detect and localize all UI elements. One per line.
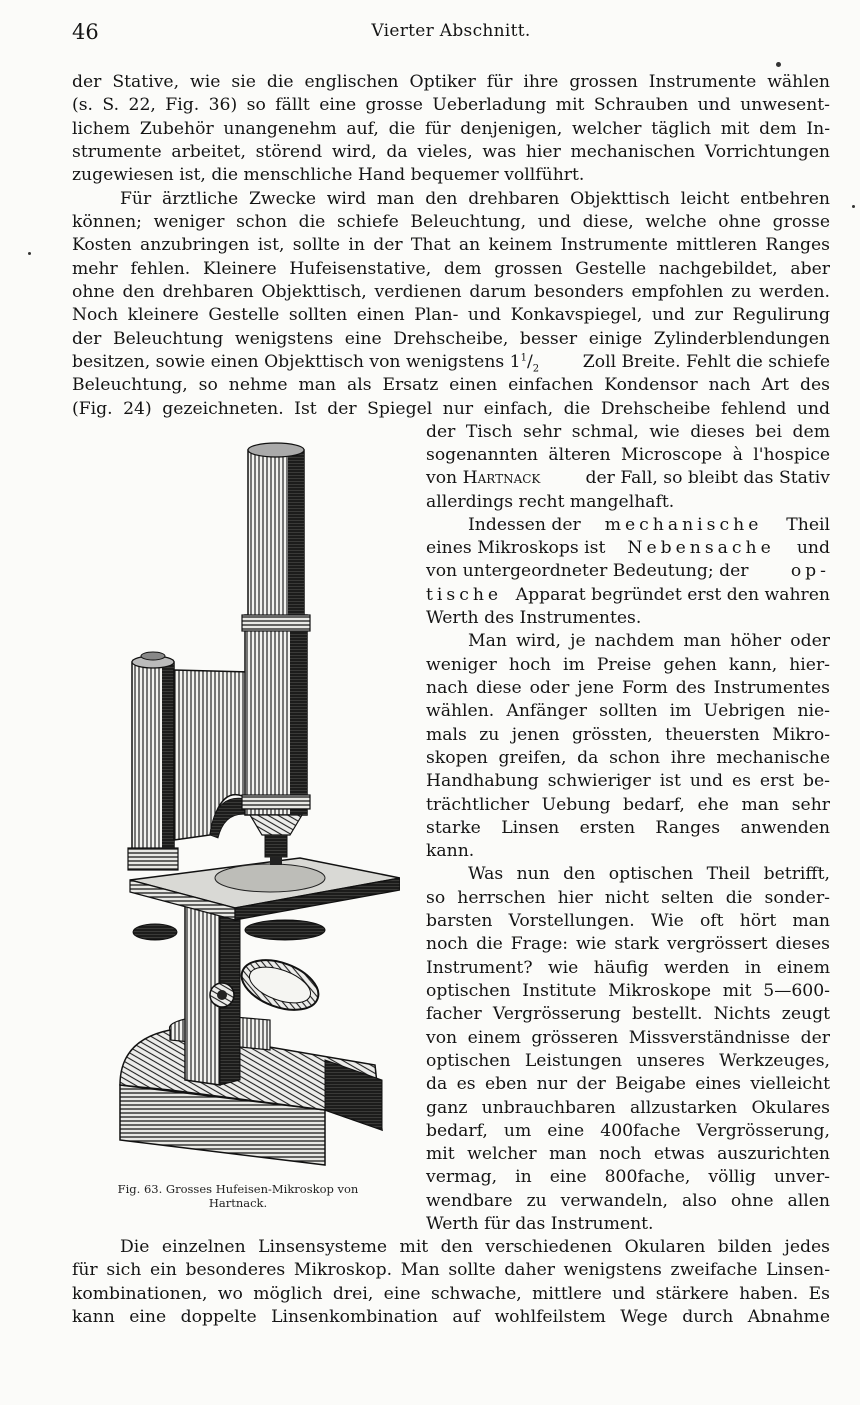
text-line: kann eine doppelte Linsenkombination auf wohlfeilstem Wege durch Abnahme — [72, 1307, 830, 1327]
text-line: kann. — [426, 841, 475, 861]
text-line: Für ärztliche Zwecke wird man den drehbaren Objekttisch leicht entbehren — [120, 189, 830, 209]
text-line: für sich ein besonderes Mikroskop. Man sollte daher wenigstens zweifache Linsen- — [72, 1260, 830, 1280]
text-line: so herrschen hier nicht selten die sonder- — [426, 888, 830, 908]
text-line: skopen greifen, da schon ihre mechanische — [426, 748, 830, 768]
text-line: optischen Institute Mikroskope mit 5—600- — [426, 981, 830, 1001]
text-segment: Apparat begründet erst den wahren — [515, 585, 830, 605]
text-line: weniger hoch im Preise gehen kann, hier- — [426, 655, 830, 675]
text-line: Werth für das Instrument. — [426, 1214, 654, 1234]
text-line: ohne den drehbaren Objekttisch, verdienen darum besonders empfohlen zu werden. — [72, 282, 830, 302]
text-line: da es eben nur der Beigabe eines vielleicht — [426, 1074, 830, 1094]
text-line: Man wird, je nachdem man höher oder — [468, 631, 830, 651]
text-line: Instrument? wie häufig werden in einem — [426, 958, 830, 978]
author-name: Hartnack — [462, 468, 541, 488]
text-line: Beleuchtung, so nehme man als Ersatz einen einfachen Kondensor nach Art des — [72, 375, 830, 395]
text-line: Werth des Instrumentes. — [426, 608, 642, 628]
spaced-word: mechanische — [604, 515, 763, 535]
ink-speck — [776, 62, 781, 67]
text-line: mit welcher man noch etwas auszurichten — [426, 1144, 830, 1164]
spaced-word: Nebensache — [627, 538, 775, 558]
text-line: können; weniger schon die schiefe Beleuchtung, und diese, welche ohne grosse — [72, 212, 830, 232]
fraction-numerator: 1 — [520, 352, 527, 364]
text-line — [426, 584, 830, 607]
text-line: noch die Frage: wie stark vergrössert dieses — [426, 934, 830, 954]
text-segment: Theil — [786, 515, 830, 535]
page-header — [72, 18, 830, 48]
text-segment: der Fall, so bleibt das Stativ — [585, 468, 830, 488]
text-line: kombinationen, wo möglich drei, eine schwache, mittlere und stärkere haben. Es — [72, 1284, 830, 1304]
text-line: trächtlicher Uebung bedarf, ehe man sehr — [426, 795, 830, 815]
microscope-figure — [110, 440, 400, 1170]
running-head: Vierter Abschnitt. — [371, 21, 531, 41]
text-segment: von untergeordneter Bedeutung; der — [426, 561, 749, 581]
text-line — [426, 467, 830, 490]
page-number: 46 — [72, 20, 99, 44]
text-line: Was nun den optischen Theil betrifft, — [468, 864, 830, 884]
text-segment: von — [426, 468, 463, 488]
text-line: mals zu jenen grössten, theuersten Mikro- — [426, 725, 830, 745]
text-line: Kosten anzubringen ist, sollte in der That an keinem Instrumente mittleren Ranges — [72, 235, 830, 255]
microscope-illustration — [110, 440, 400, 1170]
ink-speck — [28, 252, 31, 255]
text-line: wählen. Anfänger sollten im Uebrigen nie- — [426, 701, 830, 721]
ink-speck — [852, 205, 855, 208]
text-segment: und — [796, 538, 830, 558]
caption-line: Fig. 63. Grosses Hufeisen-Mikroskop von — [117, 1182, 359, 1196]
text-line: Handhabung schwieriger ist und es erst be- — [426, 771, 830, 791]
text-line: zugewiesen ist, die menschliche Hand bequemer vollführt. — [72, 165, 585, 185]
text-line: besitzen, sowie einen Objekttisch von wenigstens $1^1/_2$ Zoll Breite. Fehlt die schiefe — [72, 352, 830, 375]
text-line: bedarf, um eine 400fache Vergrösserung, — [426, 1121, 830, 1141]
text-line: barsten Vorstellungen. Wie oft hört man — [426, 911, 830, 931]
spaced-word: op- — [790, 561, 830, 581]
text-line: vermag, in eine 800fache, völlig unver- — [426, 1167, 830, 1187]
text-line: strumente arbeitet, störend wird, da vieles, was hier mechanischen Vorrichtungen — [72, 142, 830, 162]
text-line: der Beleuchtung wenigstens eine Drehscheibe, besser einige Zylinderblendungen — [72, 329, 830, 349]
text-segment: eines Mikroskops ist — [426, 538, 606, 558]
text-line: (s. S. 22, Fig. 36) so fällt eine grosse Ueberladung mit Schrauben und unwesent- — [72, 95, 830, 115]
text-segment: besitzen, sowie einen Objekttisch von wenigstens 1 — [72, 352, 521, 372]
text-line — [468, 514, 830, 537]
caption-line: Hartnack. — [208, 1196, 268, 1210]
text-line: wendbare zu verwandeln, also ohne allen — [426, 1191, 830, 1211]
text-segment: Indessen der — [468, 515, 581, 535]
text-line: der Tisch sehr schmal, wie dieses bei dem — [426, 422, 830, 442]
text-line: allerdings recht mangelhaft. — [426, 492, 675, 512]
text-line: nach diese oder jene Form des Instrumentes — [426, 678, 830, 698]
text-line: (Fig. 24) gezeichneten. Ist der Spiegel nur einfach, die Drehscheibe fehlend und — [72, 399, 830, 419]
text-line: Noch kleinere Gestelle sollten einen Plan- und Konkavspiegel, und zur Regulirung — [72, 305, 830, 325]
text-line: starke Linsen ersten Ranges anwenden — [426, 818, 830, 838]
text-line: Die einzelnen Linsensysteme mit den verschiedenen Okularen bilden jedes — [120, 1237, 830, 1257]
text-segment: Zoll Breite. Fehlt die schiefe — [582, 352, 830, 372]
text-line: facher Vergrösserung bestellt. Nichts zeugt — [426, 1004, 830, 1024]
text-line: mehr fehlen. Kleinere Hufeisenstative, dem grossen Gestelle nachgebildet, aber — [72, 259, 830, 279]
text-line: optischen Leistungen unseres Werkzeuges, — [426, 1051, 830, 1071]
figure-caption — [88, 1182, 388, 1210]
spaced-word: tische — [426, 585, 503, 605]
fraction-denominator: 2 — [532, 363, 540, 375]
text-line — [426, 560, 830, 583]
text-line — [426, 537, 830, 560]
text-line: von einem grösseren Missverständnisse der — [426, 1028, 830, 1048]
text-line: der Stative, wie sie die englischen Optiker für ihre grossen Instrumente wählen — [72, 72, 830, 92]
text-line: lichem Zubehör unangenehm auf, die für denjenigen, welcher täglich mit dem In- — [72, 119, 830, 139]
text-line: sogenannten älteren Microscope à l'hospice — [426, 445, 830, 465]
text-line: ganz unbrauchbaren allzustarken Okulares — [426, 1098, 830, 1118]
